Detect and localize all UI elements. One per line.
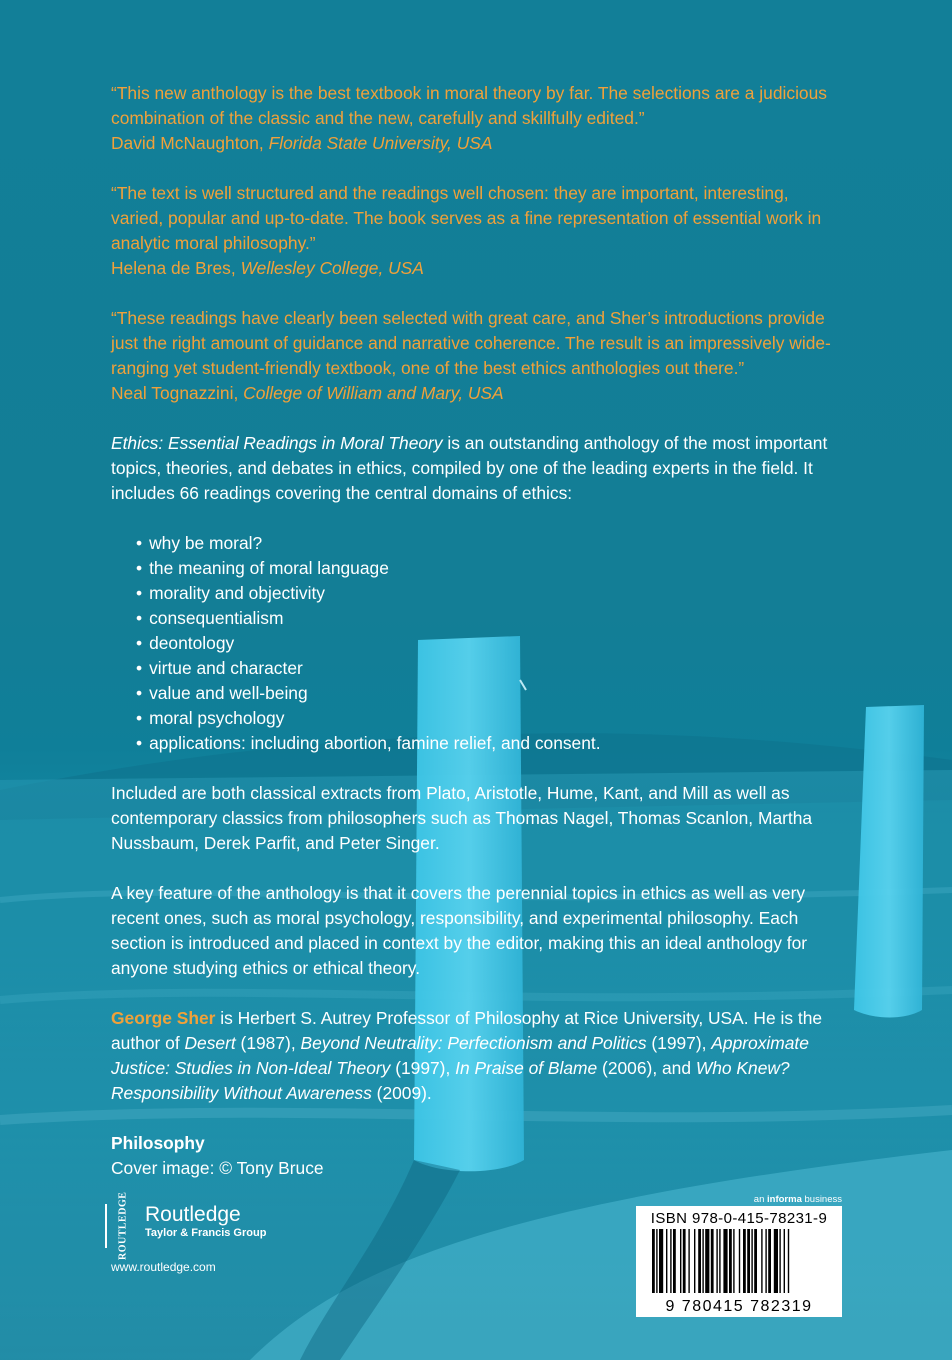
barcode-bar — [698, 1229, 701, 1293]
quote-affiliation: Florida State University, USA — [268, 133, 493, 153]
list-item: • moral psychology — [136, 706, 831, 731]
barcode-bar — [705, 1229, 709, 1293]
description-text: is an outstanding anthology of the most important topics, theories, and debates in ethics, compiled by one of the leading experts in the field. It includes 66 readings covering the central domains of ethics: — [111, 433, 828, 503]
barcode-bar — [723, 1229, 727, 1293]
barcode-bar — [761, 1229, 762, 1293]
book-work: In Praise of Blame — [455, 1058, 598, 1078]
publisher-url: www.routledge.com — [111, 1260, 216, 1274]
list-item: • applications: including abortion, famine relief, and consent. — [136, 731, 831, 756]
barcode-bar — [652, 1229, 655, 1293]
publisher-block — [105, 1191, 267, 1274]
endorsement-quote — [111, 181, 831, 281]
list-item: • deontology — [136, 631, 831, 656]
back-cover-text — [111, 81, 831, 1181]
barcode-bar — [719, 1229, 720, 1293]
book-description — [111, 431, 831, 506]
publisher-name: Routledge — [145, 1203, 241, 1226]
barcode-bar — [751, 1229, 752, 1293]
barcode-bar — [702, 1229, 703, 1293]
list-item: • value and well-being — [136, 681, 831, 706]
book-title: Ethics: Essential Readings in Moral Theory — [111, 433, 443, 453]
barcode-bar — [768, 1229, 771, 1293]
barcode-bar — [729, 1229, 732, 1293]
barcode-bar — [711, 1229, 714, 1293]
quote-author: Helena de Bres, — [111, 258, 236, 278]
subject-category: Philosophy — [111, 1133, 205, 1153]
barcode-bar — [656, 1229, 657, 1293]
book-work: Beyond Neutrality: Perfectionism and Politics — [300, 1033, 647, 1053]
feature-paragraph: A key feature of the anthology is that it covers the perennial topics in ethics as well as very recent ones, such as moral psychology, responsibility, and experimental philosophy. Each section is introduced and placed in context by the editor, making this an ideal anthology for anyone studying ethics or ethical theory. — [111, 883, 808, 978]
barcode-bar — [765, 1229, 766, 1293]
list-item: • the meaning of moral language — [136, 556, 831, 581]
quote-affiliation: Wellesley College, USA — [240, 258, 424, 278]
barcode-bar — [694, 1229, 695, 1293]
barcode-bar — [659, 1229, 663, 1293]
list-item: • why be moral? — [136, 531, 831, 556]
quote-text: “This new anthology is the best textbook in moral theory by far. The selections are a judicious combination of the classic and the new, carefully and skillfully edited.” — [111, 83, 827, 128]
barcode-bar — [688, 1229, 689, 1293]
barcode-bar — [680, 1229, 681, 1293]
book-work: Approximate Justice: Studies in Non-Ideal Theory — [111, 1033, 809, 1078]
barcode-bar — [733, 1229, 734, 1293]
quote-text: “These readings have clearly been selected with great care, and Sher’s introductions provide just the right amount of guidance and narrative coherence. The result is an impressively wide-ranging yet student-friendly textbook, one of the best ethics anthologies out there.” — [111, 308, 831, 378]
informa-business-label: an informa business — [753, 1194, 842, 1205]
list-item: • virtue and character — [136, 656, 831, 681]
author-bio: George Sher is Herbert S. Autrey Professor of Philosophy at Rice University, USA. He is the author of Desert (1987), Beyond Neutrality: Perfectionism and Politics (1997), Approximate Justice: Studies in Non-Ideal Theory (1997), In Praise of Blame (2006), and Who Knew? Responsibility Without Awareness (2009). — [111, 1008, 823, 1103]
routledge-logo-icon: ROUTLEDGE — [105, 1204, 139, 1248]
barcode-digits: 9 780415 782319 — [665, 1298, 813, 1314]
quote-affiliation: College of William and Mary, USA — [243, 383, 504, 403]
author-name: George Sher — [111, 1008, 216, 1028]
book-work: Who Knew? Responsibility Without Awareness — [111, 1058, 790, 1103]
list-item: • morality and objectivity — [136, 581, 831, 606]
barcode-bar — [673, 1229, 676, 1293]
barcode-bar — [784, 1229, 785, 1293]
book-work: Desert — [184, 1033, 236, 1053]
cover-image-credit: Cover image: © Tony Bruce — [111, 1158, 324, 1178]
barcode-icon — [642, 1227, 836, 1314]
endorsement-quote — [111, 81, 831, 156]
barcode-bar — [743, 1229, 746, 1293]
included-paragraph: Included are both classical extracts from Plato, Aristotle, Hume, Kant, and Mill as well as contemporary classics from philosophers such as Thomas Nagel, Thomas Scanlon, Martha Nussbaum, Derek Parfit, and Peter Singer. — [111, 783, 813, 853]
barcode-bar — [774, 1229, 778, 1293]
quote-text: “The text is well structured and the readings well chosen: they are important, interesting, varied, popular and up-to-date. The book serves as a fine representation of essential work in analytic moral philosophy.” — [111, 183, 822, 253]
barcode-bar — [788, 1229, 789, 1293]
barcode-bar — [747, 1229, 750, 1293]
topics-list — [136, 531, 831, 756]
publisher-group: Taylor & Francis Group — [145, 1227, 267, 1239]
barcode-panel — [636, 1206, 842, 1317]
barcode-bar — [779, 1229, 780, 1293]
barcode-bar — [754, 1229, 757, 1293]
isbn-number: ISBN 978-0-415-78231-9 — [650, 1210, 828, 1227]
barcode-bar — [683, 1229, 686, 1293]
barcode-bar — [739, 1229, 740, 1293]
endorsement-quote — [111, 306, 831, 406]
quote-author: David McNaughton, — [111, 133, 264, 153]
isbn-barcode-block — [636, 1194, 842, 1317]
barcode-bar — [716, 1229, 717, 1293]
quote-author: Neal Tognazzini, — [111, 383, 239, 403]
barcode-bar — [666, 1229, 667, 1293]
barcode-bar — [670, 1229, 671, 1293]
list-item: • consequentialism — [136, 606, 831, 631]
